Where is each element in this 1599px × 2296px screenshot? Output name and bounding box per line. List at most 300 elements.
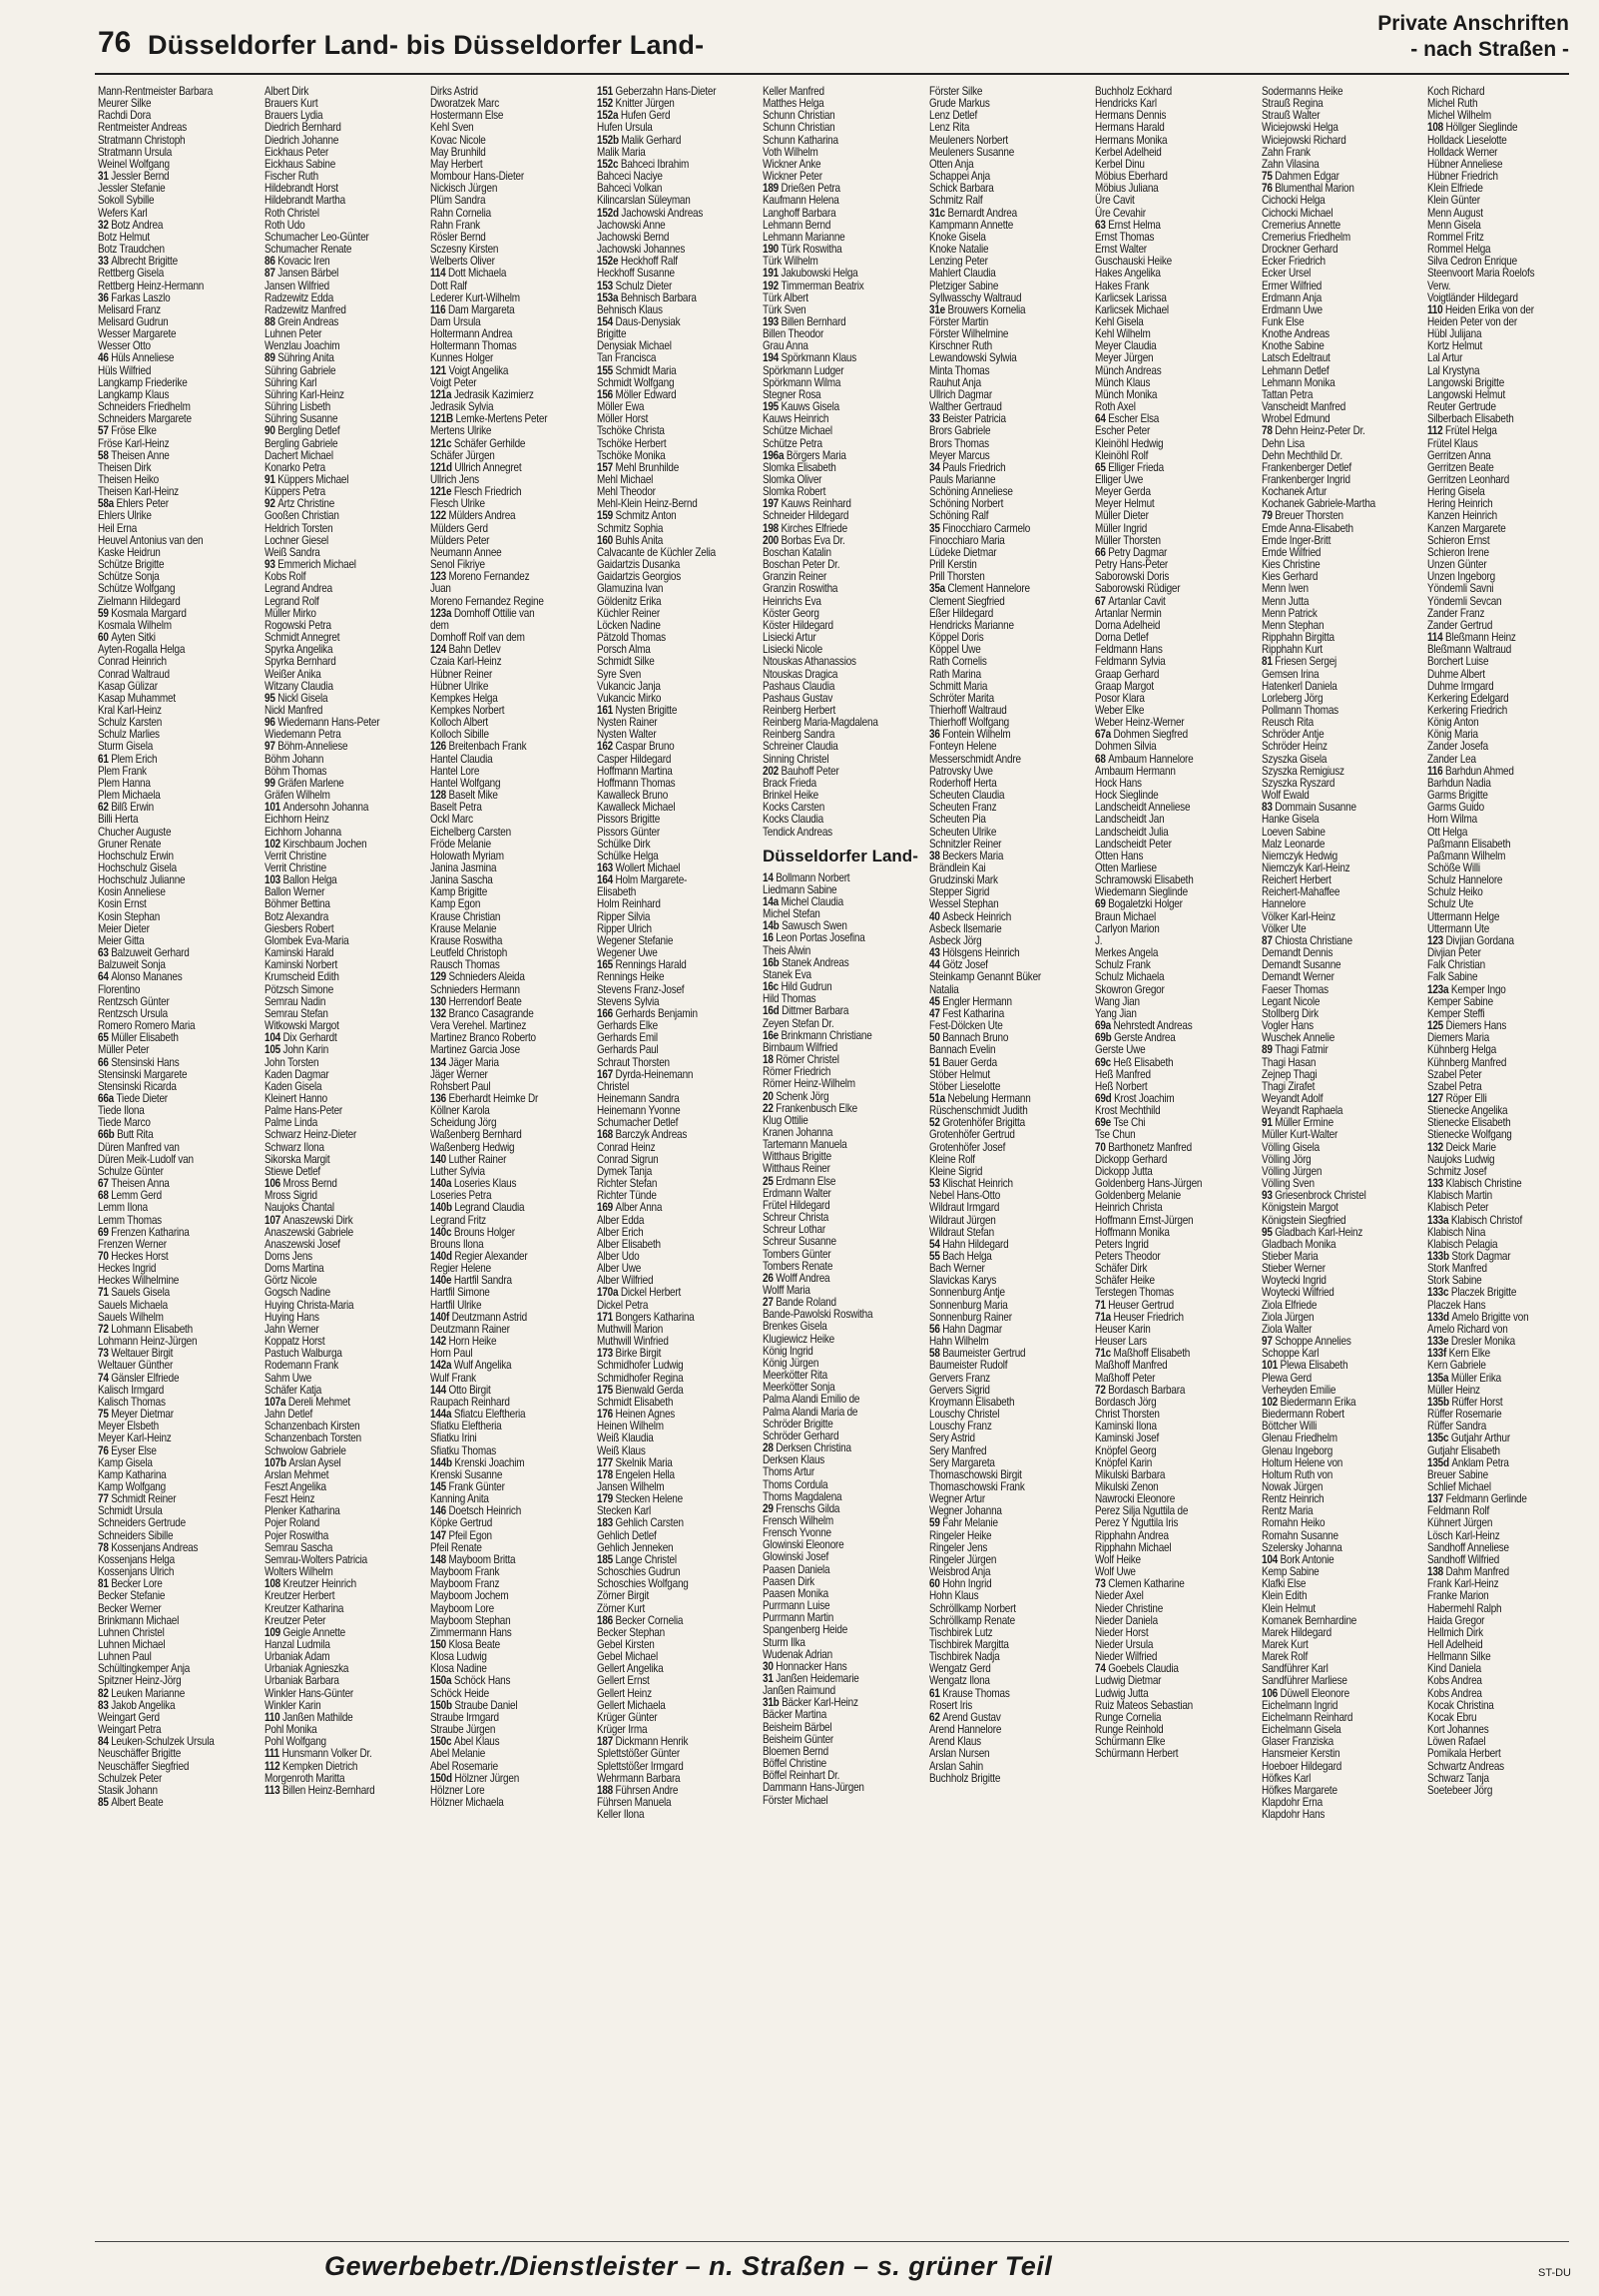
- directory-entry: Melisard Franz: [98, 302, 161, 316]
- directory-entry: Ripphahn Kurt: [1261, 643, 1323, 657]
- directory-entry: Roderhoff Herta: [928, 776, 997, 790]
- directory-entry: Klug Ottilie: [763, 1113, 808, 1127]
- directory-entry: 162 Caspar Bruno: [596, 740, 675, 754]
- directory-column: [763, 86, 924, 2222]
- directory-entry: 52 Grotenhöfer Brigitta: [928, 1116, 1025, 1130]
- directory-entry: Gaidartzis Georgios: [596, 570, 681, 584]
- directory-entry: Hübl Julijana: [1427, 327, 1482, 341]
- directory-entry: Martinez Garcia Jose: [430, 1043, 520, 1057]
- directory-entry: Wengatz Ilona: [928, 1674, 990, 1688]
- directory-entry: Weyandt Raphaela: [1261, 1104, 1342, 1118]
- directory-entry: Förster Wilhelmine: [928, 327, 1008, 341]
- directory-entry: Plenker Katharina: [264, 1504, 340, 1518]
- directory-entry: Silberbach Elisabeth: [1427, 412, 1514, 426]
- directory-entry: Jessler Stefanie: [98, 182, 166, 196]
- directory-entry: Karlicsek Larissa: [1095, 290, 1167, 304]
- directory-entry: Ockl Marc: [430, 813, 473, 827]
- directory-entry: Gerste Uwe: [1095, 1043, 1146, 1057]
- directory-entry: Christel: [596, 1079, 629, 1093]
- directory-entry: Rentzsch Ursula: [98, 1006, 168, 1020]
- directory-entry: Kehl Sven: [430, 121, 474, 135]
- directory-entry: Schappei Anja: [928, 170, 990, 184]
- directory-entry: Hellmich Dirk: [1427, 1625, 1483, 1639]
- directory-entry: 121c Schäfer Gerhilde: [430, 436, 526, 450]
- directory-entry: Domhoff Rolf van dem: [430, 631, 525, 645]
- directory-entry: Schütze Michael: [763, 424, 832, 438]
- directory-entry: Köppel Uwe: [928, 643, 981, 657]
- directory-entry: Ernst Walter: [1095, 243, 1147, 257]
- directory-entry: 40 Asbeck Heinrich: [928, 909, 1011, 923]
- directory-entry: Schwarz Tanja: [1427, 1771, 1489, 1785]
- directory-entry: Gogsch Nadine: [264, 1286, 330, 1300]
- directory-entry: Lal Krystyna: [1427, 363, 1480, 377]
- directory-entry: Klabisch Nina: [1427, 1225, 1486, 1239]
- directory-entry: Regier Helene: [430, 1262, 491, 1276]
- directory-entry: 123a Kemper Ingo: [1427, 982, 1506, 996]
- directory-entry: 107a Dereli Mehmet: [264, 1395, 350, 1409]
- directory-entry: Plem Frank: [98, 764, 147, 778]
- directory-entry: Slomka Robert: [763, 485, 826, 499]
- directory-entry: Glenau Ingeborg: [1261, 1443, 1332, 1457]
- directory-entry: Klapdohr Hans: [1261, 1808, 1325, 1822]
- directory-entry: Weißer Anika: [264, 667, 321, 681]
- directory-entry: Nieder Axel: [1095, 1589, 1144, 1603]
- directory-entry: Maßhoff Manfred: [1095, 1359, 1168, 1373]
- directory-entry: Schäfer Heike: [1095, 1274, 1155, 1288]
- directory-entry: Purrmann Luise: [763, 1599, 830, 1613]
- directory-entry: 136 Eberhardt Heimke Dr: [430, 1091, 539, 1105]
- directory-entry: Zimmermann Hans: [430, 1625, 512, 1639]
- directory-entry: Silva Cedron Enrique: [1427, 255, 1517, 269]
- section-subtitle: - nach Straßen -: [1410, 38, 1569, 61]
- directory-entry: Ott Helga: [1427, 825, 1468, 839]
- directory-entry: Wehrmann Barbara: [596, 1771, 680, 1785]
- directory-entry: 123 Divjian Gordana: [1427, 933, 1514, 947]
- directory-entry: Türk Albert: [763, 290, 808, 304]
- directory-entry: Diedrich Johanne: [264, 133, 338, 147]
- directory-entry: Ecker Friedrich: [1261, 255, 1326, 269]
- directory-entry: 150d Hölzner Jürgen: [430, 1771, 520, 1785]
- directory-entry: Schulz Ute: [1427, 897, 1474, 911]
- directory-entry: 69d Krost Joachim: [1095, 1091, 1175, 1105]
- directory-entry: Ullrich Dagmar: [928, 387, 992, 401]
- directory-entry: Meuleners Susanne: [928, 145, 1014, 159]
- directory-entry: Lemm Ilona: [98, 1201, 148, 1215]
- directory-entry: Hellmann Silke: [1427, 1650, 1491, 1664]
- directory-entry: Malz Leonarde: [1261, 837, 1325, 851]
- directory-entry: Rennings Heike: [596, 970, 664, 984]
- directory-entry: Voth Wilhelm: [763, 145, 818, 159]
- directory-entry: 140e Hartfil Sandra: [430, 1274, 512, 1288]
- directory-entry: Rachdi Dora: [98, 109, 152, 123]
- directory-entry: Becker Stefanie: [98, 1589, 166, 1603]
- directory-entry: Müller Heinz: [1427, 1383, 1480, 1397]
- directory-entry: Botz Alexandra: [264, 909, 328, 923]
- directory-entry: Pätzold Thomas: [596, 631, 666, 645]
- directory-entry: Rahn Cornelia: [430, 206, 491, 220]
- directory-entry: Finocchiaro Maria: [928, 533, 1005, 547]
- directory-entry: Hartfil Ulrike: [430, 1298, 482, 1312]
- directory-entry: Weiß Klaus: [596, 1443, 646, 1457]
- directory-entry: Pojer Roswitha: [264, 1528, 328, 1542]
- directory-entry: Vukancic Janja: [596, 679, 661, 693]
- directory-entry: Scheuten Claudia: [928, 789, 1004, 803]
- directory-entry: Eickhaus Sabine: [264, 157, 335, 171]
- directory-entry: Böhmer Bettina: [264, 897, 330, 911]
- directory-entry: Glaser Franziska: [1261, 1735, 1333, 1749]
- directory-entry: 171 Bongers Katharina: [596, 1310, 695, 1324]
- directory-entry: Rüffer Sandra: [1427, 1420, 1487, 1434]
- directory-entry: Petry Hans-Peter: [1095, 558, 1169, 572]
- directory-entry: 173 Birke Birgit: [596, 1347, 661, 1361]
- directory-entry: Köllner Karola: [430, 1104, 490, 1118]
- directory-entry: Schoschies Gudrun: [596, 1565, 680, 1579]
- directory-entry: Kocks Carsten: [763, 801, 825, 815]
- directory-entry: Schulz Frank: [1095, 958, 1151, 972]
- directory-entry: Alber Edda: [596, 1213, 644, 1227]
- directory-entry: Feszt Angelika: [264, 1479, 326, 1493]
- directory-entry: 29 Frenschs Gilda: [763, 1501, 840, 1515]
- directory-entry: Pohl Wolfgang: [264, 1735, 326, 1749]
- directory-entry: Stratmann Christoph: [98, 133, 186, 147]
- directory-entry: Palma Alandi Emilio de: [763, 1393, 860, 1407]
- directory-entry: Balzuweit Sonja: [98, 958, 166, 972]
- directory-entry: Klapdohr Erna: [1261, 1796, 1323, 1810]
- directory-entry: Franke Marion: [1427, 1589, 1489, 1603]
- directory-entry: Kalisch Thomas: [98, 1395, 166, 1409]
- directory-entry: 71 Heuser Gertrud: [1095, 1298, 1174, 1312]
- directory-entry: 82 Leuken Marianne: [98, 1686, 186, 1700]
- directory-entry: Urbaniak Adam: [264, 1650, 329, 1664]
- directory-entry: Krüger Günter: [596, 1710, 657, 1724]
- directory-entry: Müller Peter: [98, 1043, 150, 1057]
- directory-entry: Klein Helmut: [1261, 1601, 1316, 1615]
- directory-entry: Peters Theodor: [1095, 1250, 1161, 1263]
- directory-entry: Woytecki Ingrid: [1261, 1274, 1327, 1288]
- directory-entry: Nysten Walter: [596, 728, 656, 742]
- directory-entry: Hering Heinrich: [1427, 497, 1493, 511]
- page-title: Düsseldorfer Land- bis Düsseldorfer Land-: [148, 30, 705, 60]
- directory-entry: Marek Kurt: [1261, 1638, 1309, 1651]
- directory-entry: Botz Traudchen: [98, 243, 165, 257]
- directory-entry: John Torsten: [264, 1055, 318, 1069]
- directory-entry: Düren Meik-Ludolf van: [98, 1152, 194, 1166]
- page-header: [0, 0, 1599, 80]
- directory-entry: Mombour Hans-Dieter: [430, 170, 524, 184]
- directory-entry: May Herbert: [430, 157, 483, 171]
- directory-entry: Nebel Hans-Otto: [928, 1189, 1000, 1203]
- directory-entry: 195 Kauws Gisela: [763, 400, 839, 414]
- directory-entry: Hufen Ursula: [596, 121, 653, 135]
- directory-entry: Skowron Gregor: [1095, 982, 1165, 996]
- directory-entry: Zander Josefa: [1427, 740, 1488, 754]
- directory-entry: Voigtländer Hildegard: [1427, 290, 1518, 304]
- directory-entry: Kauws Heinrich: [763, 412, 829, 426]
- directory-entry: 133a Klabisch Christof: [1427, 1213, 1523, 1227]
- directory-entry: Lal Artur: [1427, 351, 1463, 365]
- directory-entry: Rettberg Gisela: [98, 267, 165, 281]
- directory-entry: Kamp Gisela: [98, 1455, 153, 1469]
- directory-entry: Legrand Andrea: [264, 582, 332, 596]
- directory-entry: Komanek Bernhardine: [1261, 1613, 1356, 1627]
- directory-entry: Roth Axel: [1095, 400, 1136, 414]
- directory-entry: Luhnen Peter: [264, 327, 321, 341]
- directory-entry: 33 Albrecht Brigitte: [98, 255, 178, 269]
- directory-entry: 61 Krause Thomas: [928, 1686, 1010, 1700]
- directory-entry: Scheuten Ulrike: [928, 825, 996, 839]
- directory-entry: Duhme Albert: [1427, 667, 1485, 681]
- directory-entry: Spitzner Heinz-Jörg: [98, 1674, 182, 1688]
- directory-entry: Diemers Maria: [1427, 1031, 1490, 1045]
- directory-entry: Zahn Frank: [1261, 145, 1311, 159]
- directory-entry: 68 Ambaum Hannelore: [1095, 752, 1194, 766]
- directory-entry: Gellert Ernst: [596, 1674, 650, 1688]
- directory-entry: Küppers Petra: [264, 485, 325, 499]
- directory-entry: Mross Sigrid: [264, 1189, 317, 1203]
- directory-entry: Melisard Gudrun: [98, 314, 169, 328]
- directory-entry: Thagi Hasan: [1261, 1055, 1316, 1069]
- directory-entry: 16 Leon Portas Josefina: [763, 931, 865, 945]
- directory-entry: Ballon Werner: [264, 885, 324, 899]
- directory-entry: Kirschner Ruth: [928, 339, 992, 353]
- directory-entry: Hübner Friedrich: [1427, 170, 1498, 184]
- directory-entry: Sühring Gabriele: [264, 363, 335, 377]
- directory-entry: Holm Reinhard: [596, 897, 661, 911]
- directory-entry: Ntouskas Dragica: [763, 667, 838, 681]
- directory-entry: 76 Blumenthal Marion: [1261, 182, 1354, 196]
- directory-entry: May Brunhild: [430, 145, 486, 159]
- directory-entry: Schmidt Wolfgang: [596, 375, 674, 389]
- directory-entry: 110 Janßen Mathilde: [264, 1710, 352, 1724]
- directory-entry: Michel Stefan: [763, 907, 820, 921]
- directory-entry: Bande-Pawolski Roswitha: [763, 1308, 873, 1322]
- directory-entry: Frank Karl-Heinz: [1427, 1577, 1499, 1591]
- directory-entry: 152c Bahceci Ibrahim: [596, 157, 689, 171]
- directory-entry: Kochanek Artur: [1261, 485, 1327, 499]
- directory-entry: 63 Balzuweit Gerhard: [98, 946, 190, 960]
- directory-entry: Tartemann Manuela: [763, 1138, 847, 1152]
- directory-entry: Dohmen Silvia: [1095, 740, 1157, 754]
- directory-entry: Radzewitz Edda: [264, 290, 333, 304]
- directory-entry: Sfiatku Irini: [430, 1432, 477, 1445]
- directory-entry: Maßhoff Peter: [1095, 1371, 1156, 1385]
- directory-entry: Stienecke Elisabeth: [1427, 1116, 1511, 1130]
- directory-entry: Merkes Angela: [1095, 946, 1159, 960]
- directory-entry: Wegner Johanna: [928, 1504, 1002, 1518]
- directory-entry: 178 Engelen Hella: [596, 1467, 675, 1481]
- directory-entry: Garms Brigitte: [1427, 789, 1488, 803]
- directory-entry: 70 Barthonetz Manfred: [1095, 1140, 1192, 1154]
- directory-entry: 140f Deutzmann Astrid: [430, 1310, 527, 1324]
- directory-entry: Reuter Gertrude: [1427, 400, 1496, 414]
- directory-entry: Kosmala Wilhelm: [98, 618, 172, 632]
- section-title: Private Anschriften: [1377, 12, 1569, 35]
- directory-entry: 134 Jäger Maria: [430, 1055, 499, 1069]
- directory-entry: Hock Hans: [1095, 776, 1142, 790]
- directory-entry: 144b Krenski Joachim: [430, 1455, 525, 1469]
- directory-entry: Mayboom Franz: [430, 1577, 500, 1591]
- directory-entry: Stienecke Angelika: [1427, 1104, 1508, 1118]
- directory-entry: Lehmann Bernd: [763, 218, 831, 232]
- directory-entry: 60 Ayten Sitki: [98, 631, 156, 645]
- directory-entry: Dehn Mechthild Dr.: [1261, 448, 1342, 462]
- directory-entry: Löcken Nadine: [596, 618, 661, 632]
- directory-entry: 81 Becker Lore: [98, 1577, 163, 1591]
- directory-entry: Bordasch Jörg: [1095, 1395, 1157, 1409]
- directory-entry: 112 Frütel Helga: [1427, 424, 1497, 438]
- directory-entry: Kemper Steffi: [1427, 1006, 1485, 1020]
- directory-entry: Mayboom Frank: [430, 1565, 500, 1579]
- directory-entry: Wengatz Gerd: [928, 1662, 991, 1676]
- directory-entry: Billen Theodor: [763, 327, 824, 341]
- directory-entry: Luther Sylvia: [430, 1164, 485, 1178]
- directory-entry: Borchert Luise: [1427, 655, 1489, 669]
- directory-entry: Tschöke Monika: [596, 448, 665, 462]
- directory-entry: Wang Jian: [1095, 994, 1140, 1008]
- directory-entry: 144 Otto Birgit: [430, 1383, 491, 1397]
- directory-entry: Thagi Zirafet: [1261, 1079, 1315, 1093]
- directory-entry: Thoms Magdalena: [763, 1489, 842, 1503]
- directory-entry: Falk Christian: [1427, 958, 1485, 972]
- directory-entry: Schröder Brigitte: [763, 1417, 833, 1431]
- directory-entry: Peters Ingrid: [1095, 1237, 1149, 1251]
- directory-entry: 56 Hahn Dagmar: [928, 1322, 1002, 1336]
- directory-entry: Guschauski Heike: [1095, 255, 1172, 269]
- directory-entry: Dehn Lisa: [1261, 436, 1305, 450]
- directory-entry: Spyrka Angelika: [264, 643, 332, 657]
- directory-entry: Spyrka Bernhard: [264, 655, 336, 669]
- directory-entry: Schnitzler Reiner: [928, 837, 1001, 851]
- directory-entry: Boschan Peter Dr.: [763, 558, 840, 572]
- directory-entry: Heckes Ingrid: [98, 1262, 157, 1276]
- directory-entry: Legrand Fritz: [430, 1213, 486, 1227]
- directory-entry: Schunn Christian: [763, 109, 835, 123]
- directory-entry: Reinberg Herbert: [763, 703, 836, 717]
- directory-entry: Feldmann Rolf: [1427, 1504, 1490, 1518]
- directory-entry: 69a Nehrstedt Andreas: [1095, 1019, 1193, 1033]
- directory-entry: Schneiders Friedhelm: [98, 400, 191, 414]
- directory-entry: Frütel Hildegard: [763, 1198, 830, 1212]
- directory-entry: Schwarz Ilona: [264, 1140, 324, 1154]
- directory-entry: 144a Sfiatcu Eleftheria: [430, 1408, 526, 1422]
- directory-entry: Königstein Margot: [1261, 1201, 1338, 1215]
- directory-entry: Straube Irmgard: [430, 1710, 499, 1724]
- directory-entry: Königstein Siegfried: [1261, 1213, 1345, 1227]
- directory-entry: Verw.: [1427, 279, 1451, 292]
- directory-entry: Brigitte: [596, 327, 626, 341]
- directory-entry: Lösch Karl-Heinz: [1427, 1528, 1500, 1542]
- directory-entry: Schwolow Gabriele: [264, 1443, 346, 1457]
- directory-entry: Ermer Wilfried: [1261, 279, 1322, 292]
- directory-entry: Heldrich Torsten: [264, 521, 332, 535]
- directory-entry: Legant Nicole: [1261, 994, 1320, 1008]
- directory-entry: Weyandt Adolf: [1261, 1091, 1323, 1105]
- directory-entry: Frenzen Werner: [98, 1237, 167, 1251]
- directory-entry: Böffel Christine: [763, 1757, 826, 1771]
- directory-entry: Mehl Theodor: [596, 485, 656, 499]
- directory-entry: Naujoks Ludwig: [1427, 1152, 1495, 1166]
- directory-entry: Fröde Melanie: [430, 837, 491, 851]
- directory-entry: Rommel Fritz: [1427, 230, 1484, 244]
- directory-entry: Hatenkerl Daniela: [1261, 679, 1337, 693]
- directory-entry: 125 Diemers Hans: [1427, 1019, 1507, 1033]
- directory-entry: Kosin Stephan: [98, 909, 161, 923]
- directory-entry: Kobs Rolf: [264, 570, 305, 584]
- directory-entry: Landscheidt Anneliese: [1095, 801, 1191, 815]
- directory-entry: Malik Maria: [596, 145, 646, 159]
- directory-entry: 31e Brouwers Kornelia: [928, 302, 1025, 316]
- directory-entry: Marek Rolf: [1261, 1650, 1308, 1664]
- directory-entry: Radzewitz Manfred: [264, 302, 346, 316]
- directory-entry: Holldack Werner: [1427, 145, 1498, 159]
- directory-entry: 133f Kern Elke: [1427, 1347, 1490, 1361]
- directory-entry: 44 Götz Josef: [928, 958, 988, 972]
- directory-entry: Yang Jian: [1095, 1006, 1137, 1020]
- directory-entry: Heiden Peter von der: [1427, 314, 1517, 328]
- directory-entry: Patrovsky Uwe: [928, 764, 993, 778]
- directory-entry: Duhme Irmgard: [1427, 679, 1494, 693]
- directory-column: [265, 86, 426, 2222]
- directory-entry: Hering Gisela: [1427, 485, 1485, 499]
- directory-entry: 66b Butt Rita: [98, 1128, 154, 1142]
- directory-entry: Niemczyk Hedwig: [1261, 849, 1337, 862]
- directory-entry: Weltauer Günther: [98, 1359, 174, 1373]
- directory-entry: Kempkes Helga: [430, 691, 498, 705]
- directory-entry: Hendricks Marianne: [928, 618, 1014, 632]
- directory-entry: König Anton: [1427, 716, 1479, 730]
- directory-entry: Jäger Werner: [430, 1067, 488, 1081]
- directory-entry: Luhnen Paul: [98, 1650, 152, 1664]
- directory-entry: Pohl Monika: [264, 1723, 317, 1737]
- directory-entry: Saborowski Rüdiger: [1095, 582, 1181, 596]
- directory-entry: Kamp Katharina: [98, 1467, 167, 1481]
- directory-entry: 30 Honnacker Hans: [763, 1659, 847, 1673]
- directory-entry: 192 Timmerman Beatrix: [763, 279, 864, 292]
- directory-entry: 64 Escher Elsa: [1095, 412, 1160, 426]
- directory-entry: Rogowski Petra: [264, 618, 331, 632]
- directory-entry: Kleinert Hanno: [264, 1091, 327, 1105]
- directory-entry: Arslan Sahin: [928, 1759, 983, 1773]
- directory-entry: 135a Müller Erika: [1427, 1371, 1501, 1385]
- directory-entry: Kocks Claudia: [763, 813, 823, 827]
- directory-entry: 194 Spörkmann Klaus: [763, 351, 857, 365]
- directory-entry: Nieder Christine: [1095, 1601, 1164, 1615]
- directory-entry: Syre Sven: [596, 667, 641, 681]
- directory-entry: Höfkes Karl: [1261, 1771, 1311, 1785]
- directory-entry: 142 Horn Heike: [430, 1335, 497, 1349]
- directory-entry: Otten Marliese: [1095, 861, 1157, 874]
- directory-entry: Chucher Auguste: [98, 825, 172, 839]
- directory-entry: Kocak Christina: [1427, 1698, 1494, 1712]
- directory-entry: Hohn Klaus: [928, 1589, 978, 1603]
- directory-entry: Mülders Peter: [430, 533, 490, 547]
- directory-entry: Kemper Sabine: [1427, 994, 1493, 1008]
- directory-entry: Paßmann Elisabeth: [1427, 837, 1511, 851]
- directory-entry: Stork Manfred: [1427, 1262, 1487, 1276]
- directory-column: [929, 86, 1091, 2222]
- directory-entry: 68 Lemm Gerd: [98, 1189, 162, 1203]
- directory-entry: Roth Christel: [264, 206, 319, 220]
- directory-entry: Kühnberg Helga: [1427, 1043, 1497, 1057]
- directory-entry: Szabel Peter: [1427, 1067, 1482, 1081]
- directory-entry: Tan Francisca: [596, 351, 656, 365]
- directory-entry: Louschy Franz: [928, 1420, 992, 1434]
- directory-entry: Minta Thomas: [928, 363, 989, 377]
- directory-entry: Wolf Uwe: [1095, 1565, 1136, 1579]
- directory-entry: Prill Kerstin: [928, 558, 977, 572]
- directory-entry: Meyer Marcus: [928, 448, 990, 462]
- directory-entry: Gebel Michael: [596, 1650, 658, 1664]
